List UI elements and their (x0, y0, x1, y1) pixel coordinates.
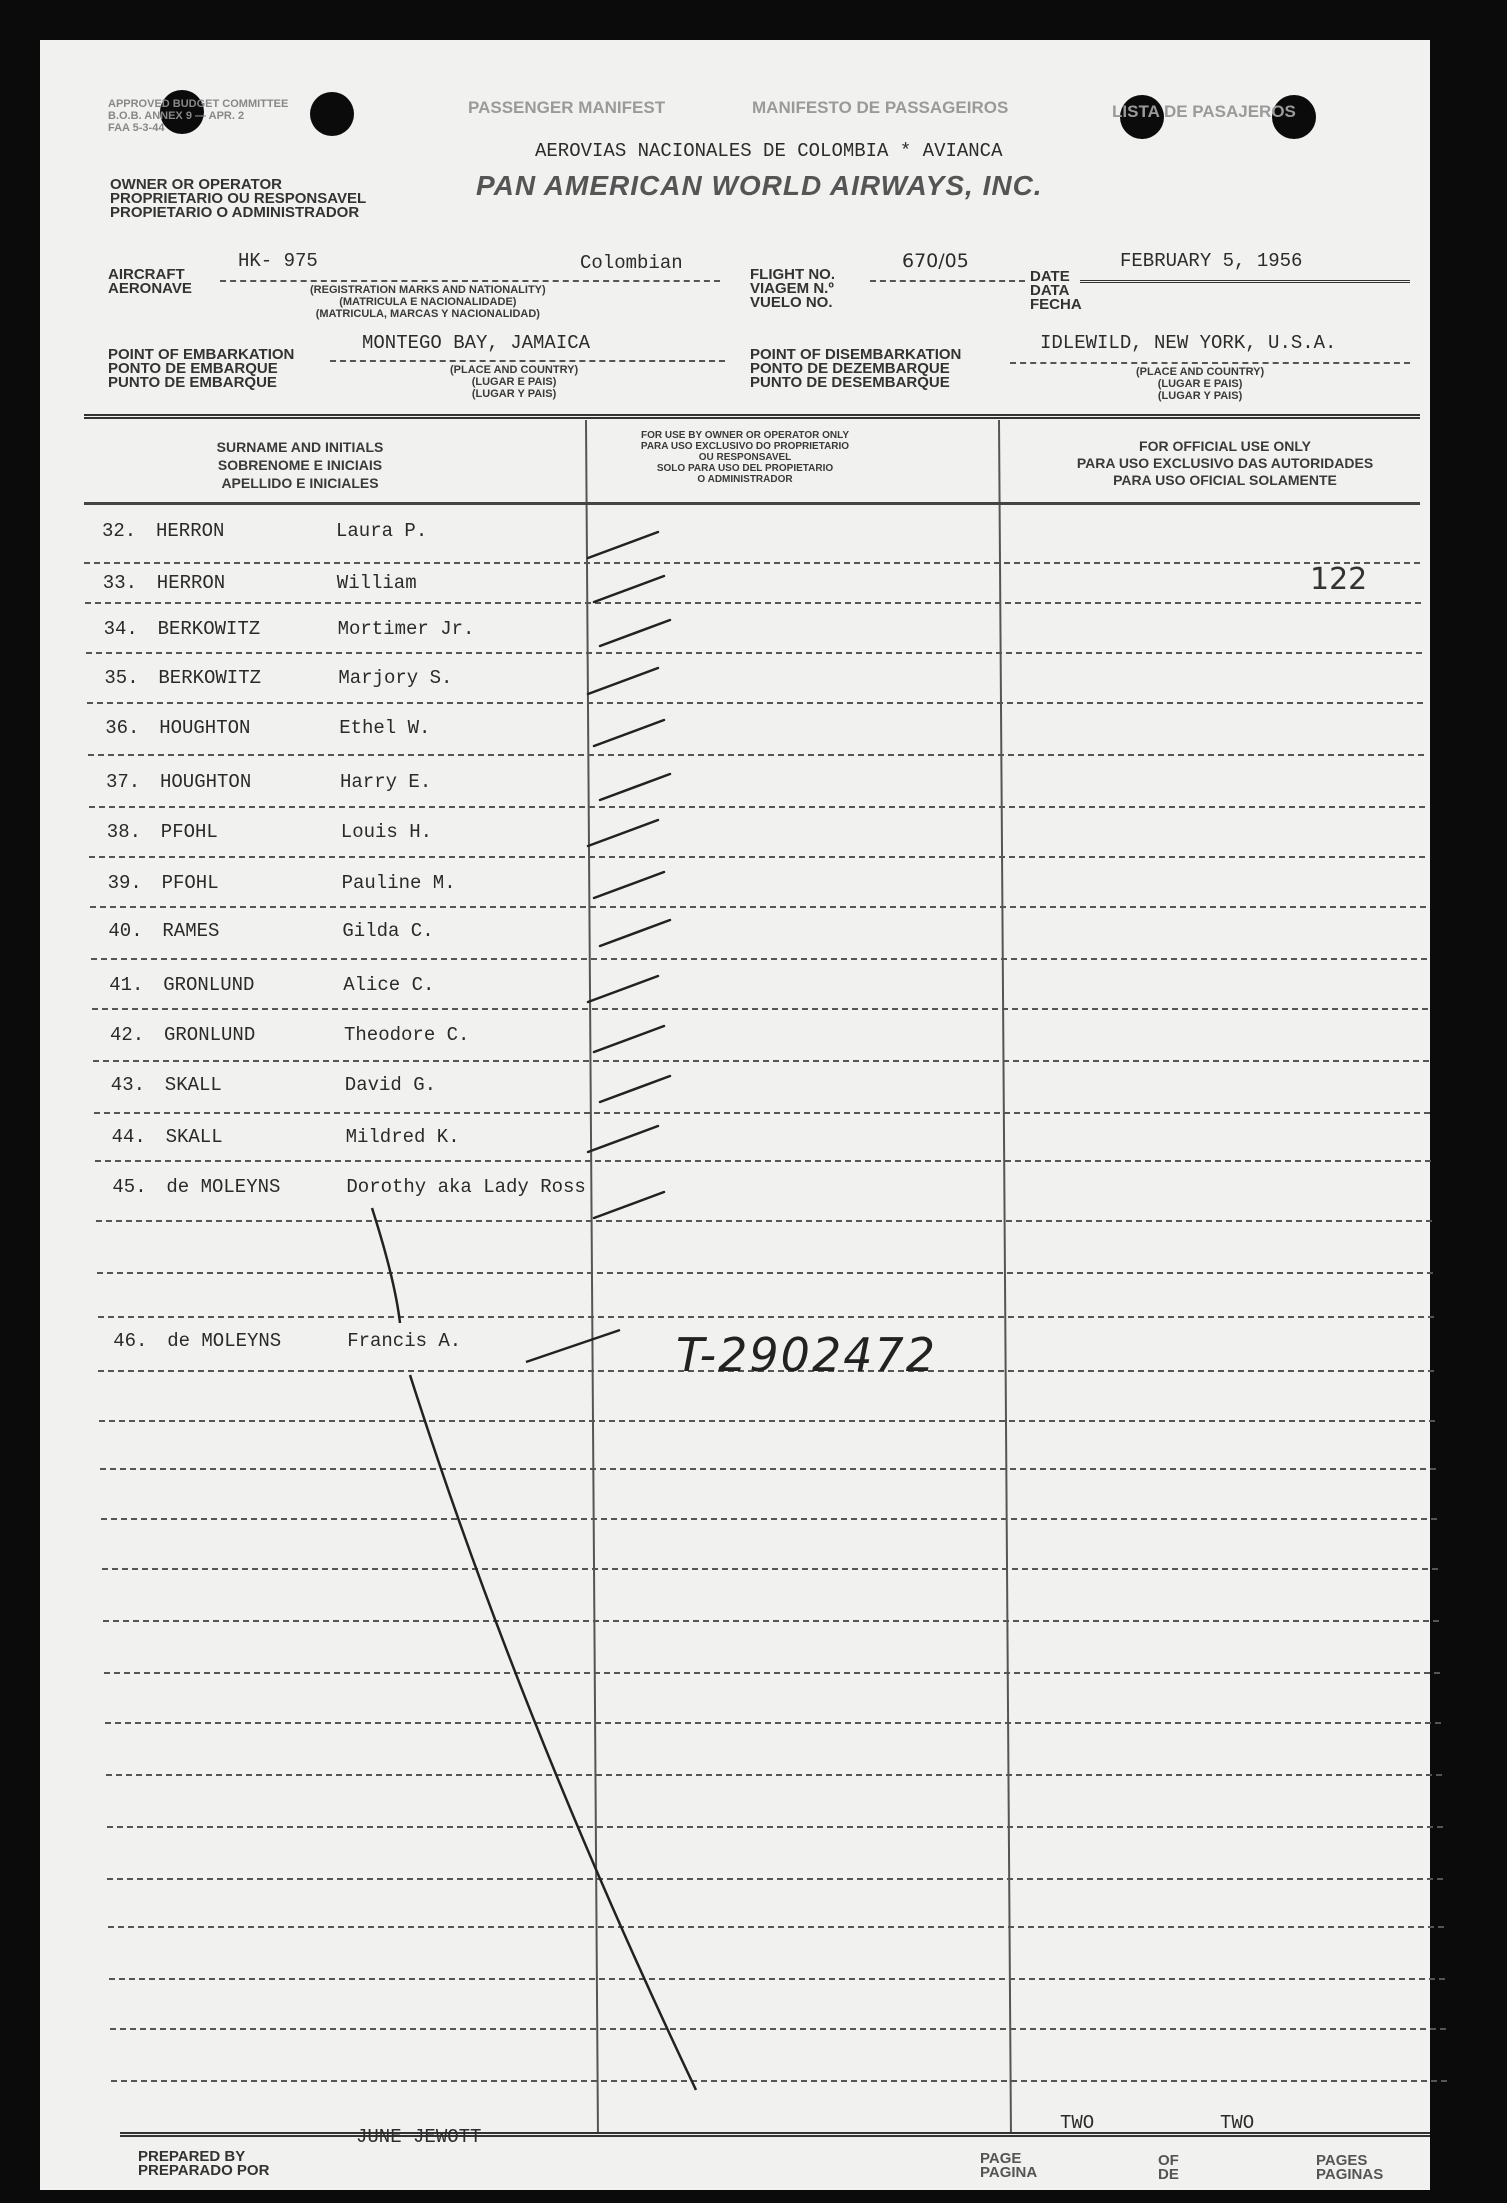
passenger-surname: RAMES (162, 920, 220, 942)
flight-label: FLIGHT NO. VIAGEM N.º VUELO NO. (750, 266, 835, 311)
passenger-number: 46. (113, 1330, 148, 1352)
passenger-number: 42. (110, 1024, 145, 1046)
owner-typed: AEROVIAS NACIONALES DE COLOMBIA * AVIANCA (535, 140, 1003, 162)
date-label: DATE DATA FECHA (1030, 268, 1082, 313)
passenger-given-names: Gilda C. (342, 920, 434, 942)
disembark-value: IDLEWILD, NEW YORK, U.S.A. (1040, 332, 1337, 354)
passenger-surname: HOUGHTON (159, 717, 251, 739)
passenger-given-names: David G. (344, 1074, 437, 1096)
passenger-number: 41. (109, 974, 144, 996)
check-mark (594, 1192, 664, 1218)
check-stroke (526, 1330, 620, 1362)
prepared-by-value: JUNE JEWOTT (356, 2126, 482, 2148)
check-mark (588, 1126, 658, 1152)
manifest-sheet (40, 40, 1430, 2190)
passenger-surname: SKALL (164, 1074, 222, 1096)
long-diagonal-stroke (410, 1375, 696, 2090)
passenger-given-names: Theodore C. (344, 1024, 470, 1046)
passenger-surname: PFOHL (160, 821, 218, 843)
aircraft-sublabel: (REGISTRATION MARKS AND NATIONALITY) (MATRICULA E NACIONALIDADE) (MATRICULA, MARCAS Y NACIONALIDAD) (310, 284, 546, 320)
embark-sublabel: (PLACE AND COUNTRY) (LUGAR E PAIS) (LUGAR Y PAIS) (450, 364, 579, 400)
passenger-number: 39. (107, 872, 142, 894)
check-mark (600, 920, 670, 946)
of-label: OF DE (1158, 2152, 1179, 2183)
check-mark (594, 1026, 664, 1052)
passenger-given-names: Marjory S. (338, 667, 453, 689)
bracket-stroke (372, 1208, 400, 1323)
page-label: PAGE PAGINA (980, 2150, 1038, 2181)
passenger-surname: HERRON (156, 572, 226, 594)
check-mark (594, 720, 664, 746)
check-mark (594, 872, 664, 898)
check-mark (588, 976, 658, 1002)
passenger-surname: PFOHL (161, 872, 219, 894)
passenger-given-names: William (336, 572, 417, 594)
passenger-surname: GRONLUND (164, 1024, 256, 1046)
prepared-by-label: PREPARED BY PREPARADO POR (138, 2148, 270, 2179)
passenger-given-names: Harry E. (340, 771, 432, 793)
passenger-number: 32. (102, 520, 137, 542)
passenger-number: 37. (106, 771, 141, 793)
aircraft-nationality: Colombian (580, 252, 683, 274)
check-mark (600, 1076, 670, 1102)
passenger-surname: SKALL (165, 1126, 223, 1148)
passenger-number: 45. (112, 1176, 147, 1198)
owner-printed-name: PAN AMERICAN WORLD AIRWAYS, INC. (476, 170, 1043, 201)
passenger-surname: de MOLEYNS (166, 1176, 281, 1198)
page-value: TWO (1060, 2112, 1095, 2134)
aircraft-label: AIRCRAFT AERONAVE (108, 266, 192, 297)
official-number: 122 (1310, 562, 1368, 597)
passenger-given-names: Alice C. (343, 974, 435, 996)
passenger-given-names: Francis A. (347, 1330, 462, 1352)
passenger-surname: BERKOWITZ (157, 618, 261, 640)
handwritten-ticket-number: T-2902472 (676, 1328, 938, 1382)
passenger-given-names: Mortimer Jr. (337, 618, 475, 640)
passenger-number: 43. (110, 1074, 146, 1096)
check-mark (588, 532, 658, 558)
passenger-number: 44. (111, 1126, 146, 1148)
disembark-label: POINT OF DISEMBARKATION PONTO DE DEZEMBARQUE PUNTO DE DESEMBARQUE (750, 346, 962, 391)
passenger-given-names: Mildred K. (345, 1126, 460, 1148)
passenger-surname: de MOLEYNS (167, 1330, 282, 1352)
passenger-surname: BERKOWITZ (158, 667, 262, 689)
form-title-pt: MANIFESTO DE PASSAGEIROS (752, 98, 1009, 117)
check-mark (600, 620, 670, 646)
passenger-surname: HOUGHTON (160, 771, 252, 793)
passenger-number: 36. (105, 717, 140, 739)
embark-label: POINT OF EMBARKATION PONTO DE EMBARQUE PUNTO DE EMBARQUE (108, 346, 295, 391)
pages-label: PAGES PAGINAS (1316, 2152, 1384, 2183)
aircraft-registration: HK- 975 (238, 250, 318, 272)
owner-column-header: FOR USE BY OWNER OR OPERATOR ONLY PARA USO EXCLUSIVO DO PROPRIETARIO OU RESPONSAVEL SOLO PARA USO DEL PROPIETARIO O ADMINISTRADOR (640, 430, 850, 485)
form-title-en: PASSENGER MANIFEST (468, 98, 666, 117)
passenger-given-names: Pauline M. (341, 872, 456, 894)
date-value: FEBRUARY 5, 1956 (1120, 250, 1303, 272)
passenger-number: 38. (106, 821, 142, 843)
official-column-header: FOR OFFICIAL USE ONLY PARA USO EXCLUSIVO DAS AUTORIDADES PARA USO OFICIAL SOLAMENTE (1076, 438, 1374, 488)
embark-value: MONTEGO BAY, JAMAICA (362, 332, 591, 354)
passenger-given-names: Ethel W. (339, 717, 431, 739)
of-value: TWO (1220, 2112, 1255, 2134)
passenger-given-names: Laura P. (336, 520, 428, 542)
disembark-sublabel: (PLACE AND COUNTRY) (LUGAR E PAIS) (LUGAR Y PAIS) (1136, 366, 1265, 402)
check-mark (600, 774, 670, 800)
flight-number: 670/05 (902, 250, 969, 272)
passenger-number: 40. (108, 920, 143, 942)
passenger-surname: HERRON (156, 520, 225, 542)
check-mark (594, 576, 664, 602)
check-mark (588, 668, 658, 694)
passenger-given-names: Louis H. (340, 821, 433, 843)
passenger-number: 34. (103, 618, 138, 640)
owner-label: OWNER OR OPERATOR PROPRIETARIO OU RESPONSAVEL PROPIETARIO O ADMINISTRADOR (110, 176, 367, 221)
form-title-es: LISTA DE PASAJEROS (1112, 102, 1296, 121)
surname-column-header: SURNAME AND INITIALS SOBRENOME E INICIAIS APELLIDO E INICIALES (216, 439, 384, 491)
check-mark (588, 820, 658, 846)
pen-marks (40, 40, 1430, 2190)
form-reference: APPROVED BUDGET COMMITTEE B.O.B. ANNEX 9 — APR. 2 FAA 5-3-44 (108, 98, 289, 134)
passenger-surname: GRONLUND (163, 974, 255, 996)
passenger-number: 33. (102, 572, 138, 594)
passenger-given-names: Dorothy aka Lady Ross (346, 1176, 586, 1198)
passenger-number: 35. (104, 667, 139, 689)
